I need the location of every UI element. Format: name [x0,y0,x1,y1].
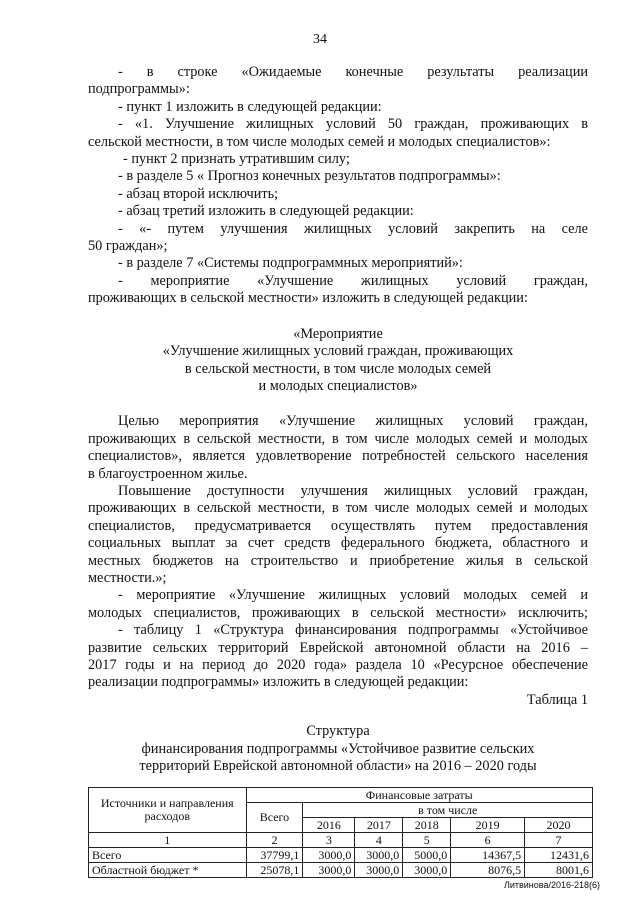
cell-value: 3000,0 [355,848,403,863]
paragraph-line: - таблицу 1 «Структура финансирования подпрограммы «Устойчивое [118,622,588,639]
structure-title-line: финансирования подпрограммы «Устойчивое развитие сельских [141,740,535,757]
paragraph-line: - «1. Улучшение жилищных условий 50 граждан, проживающих в [118,116,588,133]
header-year: 2017 [355,818,403,833]
header-sources: Источники и направления расходов [89,788,247,833]
paragraph-line: специалистов, предусматривается осуществлять путем предоставления [88,517,588,534]
paragraph-line: - мероприятие «Улучшение жилищных условий граждан, [118,272,588,289]
page-number: 34 [313,32,327,47]
paragraph-line: - «- путем улучшения жилищных условий закрепить на селе [118,220,588,237]
measure-heading-line: «Улучшение жилищных условий граждан, проживающих [162,343,514,360]
structure-title-line: Структура [306,723,370,740]
cell-value: 14367,5 [451,848,525,863]
paragraph-line: специалистов», является удовлетворение потребностей сельского населения [88,448,588,465]
column-number: 1 [89,833,247,848]
paragraph-line: сельской местности, в том числе молодых семей и молодых специалистов»: [88,133,551,150]
table-label: Таблица 1 [526,691,588,708]
paragraph-line: проживающих в сельской местности» изложить в следующей редакции: [88,290,528,307]
row-label: Областной бюджет * [89,863,247,878]
measure-heading-line: и молодых специалистов» [258,377,418,394]
structure-title-line: территорий Еврейской автономной области» на 2016 – 2020 годы [139,758,537,775]
paragraph-line: местности.»; [88,569,167,586]
cell-value: 12431,6 [525,848,593,863]
table-row [89,863,593,878]
footer-code: Литвинова/2016-218(6) [503,880,600,890]
paragraph-line: - пункт 2 признать утратившим силу; [123,151,350,168]
paragraph-line: подпрограммы»: [88,81,190,98]
paragraph-line: в благоустроенном жилье. [88,465,248,482]
cell-total: 25078,1 [246,863,303,878]
header-year: 2020 [525,818,593,833]
row-label: Всего [89,848,247,863]
paragraph-line: местных бюджетов на строительство и приобретение жилья в сельской [88,552,588,569]
cell-value: 3000,0 [303,848,355,863]
paragraph-line: - абзац третий изложить в следующей редакции: [118,203,414,220]
cell-value: 3000,0 [303,863,355,878]
column-number: 6 [451,833,525,848]
column-number: 5 [403,833,451,848]
column-number: 3 [303,833,355,848]
column-number: 4 [355,833,403,848]
table-row [89,848,593,863]
cell-value: 5000,0 [403,848,451,863]
paragraph-line: - в строке «Ожидаемые конечные результаты реализации [118,64,588,80]
header-total: Всего [246,803,303,833]
header-year: 2019 [451,818,525,833]
header-financial-costs: Финансовые затраты [246,788,593,803]
cell-value: 8076,5 [451,863,525,878]
paragraph-line: - абзац второй исключить; [118,185,279,202]
paragraph-line: проживающих в сельской местности, в том числе молодых семей и молодых [88,430,588,447]
paragraph-line: развитие сельских территорий Еврейской автономной области на 2016 – [88,639,588,656]
paragraph-line: - в разделе 5 « Прогноз конечных результатов подпрограммы»: [118,168,501,185]
paragraph-line: молодых специалистов, проживающих в сельской местности» исключить; [88,604,588,621]
cell-value: 8001,6 [525,863,593,878]
paragraph-line: 2017 годы и на период до 2020 года» раздела 10 «Ресурсное обеспечение [88,657,588,673]
paragraph-line: 50 граждан»; [88,238,168,255]
column-number-row [89,833,593,848]
document-body [88,64,588,775]
header-including: в том числе [303,803,593,818]
cell-total: 37799,1 [246,848,303,863]
paragraph-line: - мероприятие «Улучшение жилищных условий молодых семей и [118,587,588,604]
cell-value: 3000,0 [403,863,451,878]
header-year: 2016 [303,818,355,833]
paragraph-line: - пункт 1 изложить в следующей редакции: [118,98,382,115]
cell-value: 3000,0 [355,863,403,878]
paragraph-line: Целью мероприятия «Улучшение жилищных условий граждан, [118,413,588,430]
paragraph-line: Повышение доступности улучшения жилищных условий граждан, [118,482,588,499]
measure-heading-line: «Мероприятие [293,325,383,342]
header-year: 2018 [403,818,451,833]
paragraph-line: проживающих в сельской местности, в том числе молодых семей и молодых [88,500,588,517]
column-number: 7 [525,833,593,848]
measure-heading-line: в сельской местности, в том числе молодых семей [184,360,492,377]
paragraph-line: социальных выплат за счет средств федерального бюджета, областного и [88,535,588,552]
paragraph-line: реализации подпрограммы» изложить в следующей редакции: [88,674,469,691]
column-number: 2 [246,833,303,848]
financing-table [88,787,593,878]
paragraph-line: - в разделе 7 «Системы подпрограммных мероприятий»: [118,255,463,272]
